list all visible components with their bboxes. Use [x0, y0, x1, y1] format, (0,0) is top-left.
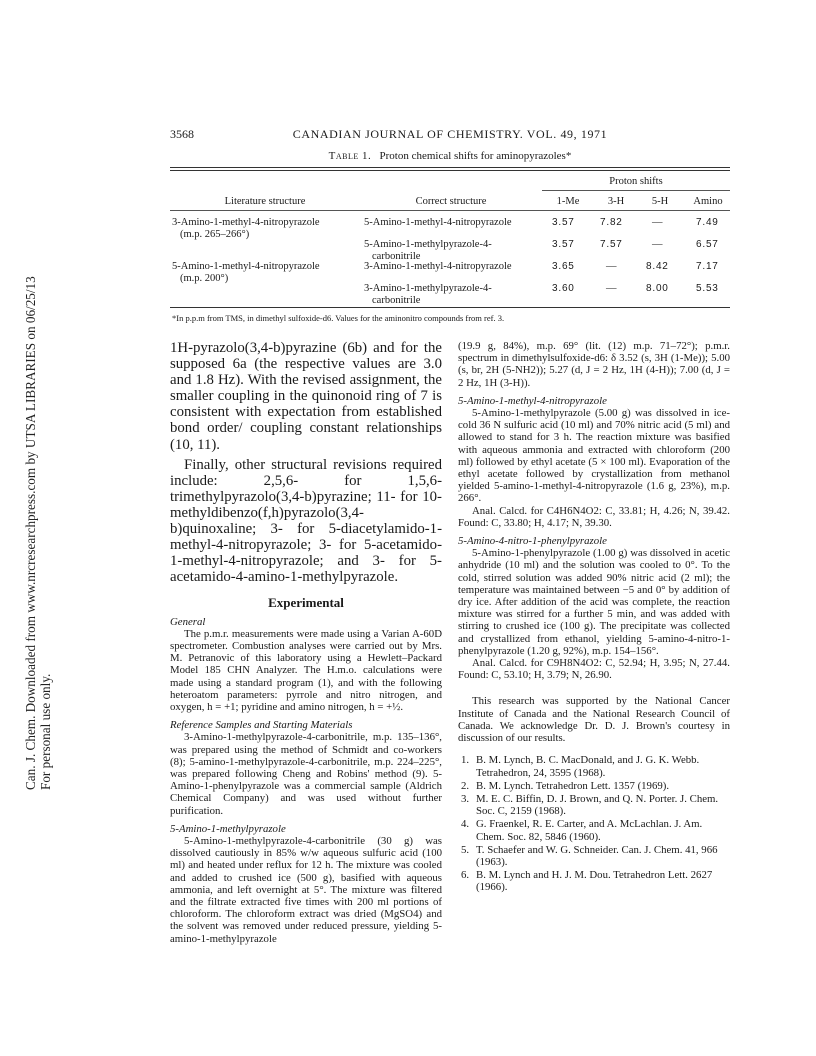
nitropyrazole-heading: 5-Amino-1-methyl-4-nitropyrazole [458, 394, 607, 407]
table-top-rule-2 [170, 170, 730, 171]
table-row-4-correct: 3-Amino-1-methylpyrazole-4- carbonitrile [364, 283, 492, 306]
table-row-4-amino: 5.53 [696, 283, 719, 294]
table-row-4-3h: — [606, 283, 617, 294]
table-row-1-1me: 3.57 [552, 217, 575, 228]
page-header [170, 127, 730, 143]
col-3h-header: 3-H [607, 196, 625, 207]
nitropyrazole-text: 5-Amino-1-methylpyrazole (5.00 g) was dissolved in ice-cold 36 N sulfuric acid (10 ml) and 70% nitric acid (5 ml) and allowed to stand for 3 h. The reaction mixture was basified with aqueous ammonia and extracted with chloroform (200 ml) followed by ethyl acetate (5 × 100 ml). Evaporation of the ethyl acetate followed by crystallization from methanol yielded 5-amino-1-methyl-4-nitropyrazole (1.6 g, 23%), m.p. 266°. [458, 407, 730, 505]
table-title: Proton chemical shifts for aminopyrazoles* [379, 150, 572, 162]
phenylpyrazole-heading: 5-Amino-4-nitro-1-phenylpyrazole [458, 535, 607, 548]
table-row-3-amino: 7.17 [696, 261, 719, 272]
paragraph-coupling: 1H-pyrazolo(3,4-b)pyrazine (6b) and for the supposed 6a (the respective values are 3.0 and 1.8 Hz). With the revised assignment, the smaller coupling in the quinonoid ring of 7 is consistent with expectation from established bond order/ coupling constant relationships (10, 11). [170, 340, 442, 453]
acknowledgement: This research was supported by the National Cancer Institute of Canada and the National Research Council of Canada. We acknowledge Dr. D. J. Brown's courtesy in discussion of our results. [458, 695, 730, 745]
paragraph-revisions: Finally, other structural revisions required include: 2,5,6- for 1,5,6-trimethylpyrazolo(3,4-b)pyrazine; 11- for 10-methyldibenzo(f,h)pyrazolo(3,4-b)quinoxaline; 3- for 5-diacetylamido-1-methyl-4-nitropyrazole; 3- for 5-acetamido-1-methyl-4-nitropyrazole; and 3- for 5-acetamido-4-amino-1-methylpyrazole. [170, 456, 442, 586]
reference-item: 5. T. Schaefer and W. G. Schneider. Can. J. Chem. 41, 966 (1963). [461, 843, 718, 868]
phenylpyrazole-text: 5-Amino-1-phenylpyrazole (1.00 g) was dissolved in acetic anhydride (10 ml) and the solution was cooled to 0°. To the cold, stirred solution was added 90% nitric acid (2 ml); the temperature was maintained between −5 and 0° by addition of dry ice. After addition of the acid was complete, the reaction mixture was stirred for a further 5 min, and was added with stirring to crushed ice (100 g). The precipitate was collected and crystallized from ethanol, yielding 5-amino-4-nitro-1-phenylpyrazole (1.20 g, 92%), m.p. 154–156°. [458, 547, 730, 657]
col-literature-header: Literature structure [224, 196, 306, 207]
proton-shifts-header: Proton shifts [609, 176, 663, 187]
table-row-1-3h: 7.82 [600, 217, 623, 228]
experimental-heading: Experimental [268, 595, 344, 611]
col-correct-header: Correct structure [415, 196, 487, 207]
reference-samples-text: 3-Amino-1-methylpyrazole-4-carbonitrile, m.p. 135–136°, was prepared using the method of Schmidt and co-workers (8); 5-amino-1-methylpyrazole-4-carbonitrile, m.p. 224–225°, was prepared following Cheng and Robins' method (9). 5-Amino-1-phenylpyrazole was a commercial sample (Aldrich Chemical Company) and was used without further purification. [170, 731, 442, 817]
table-row-2-1me: 3.57 [552, 239, 575, 250]
table-row-1-correct: 5-Amino-1-methyl-4-nitropyrazole [364, 217, 512, 228]
col-5h-header: 5-H [651, 196, 669, 207]
table-row-3-5h: 8.42 [646, 261, 669, 272]
table-row-1-literature: 3-Amino-1-methyl-4-nitropyrazole (m.p. 265–266°) [172, 217, 320, 240]
reference-item: 1. B. M. Lynch, B. C. MacDonald, and J. G. K. Webb. Tetrahedron, 24, 3595 (1968). [461, 754, 700, 779]
aminomethylpyrazole-text: 5-Amino-1-methylpyrazole-4-carbonitrile (30 g) was dissolved cautiously in 85% w/w aqueous sulfuric acid (100 ml) and heated under reflux for 12 h. The mixture was cooled and added to crushed ice (500 g), basified with aqueous ammonia, and left overnight at 5°. The mixture was filtered and the filtrate extracted five times with 200 ml portions of chloroform. The chloroform extract was dried (MgSO4) and the solvent was removed under reduced pressure, yielding 5-amino-1-methylpyrazole [170, 835, 442, 945]
table-caption [170, 150, 730, 162]
table-bottom-rule [170, 307, 730, 308]
table-row-3-3h: — [606, 261, 617, 272]
table-row-2-amino: 6.57 [696, 239, 719, 250]
reference-list [458, 754, 730, 893]
table-row-3-literature: 5-Amino-1-methyl-4-nitropyrazole (m.p. 200°) [172, 261, 320, 284]
table-row-2-5h: — [652, 239, 663, 250]
table-header-rule [170, 210, 730, 211]
phenylpyrazole-analysis: Anal. Calcd. for C9H8N4O2: C, 52.94; H, 3.95; N, 27.44. Found: C, 53.10; H, 3.79; N, 26.90. [458, 657, 730, 682]
table-top-rule [170, 167, 730, 168]
table-row-4-1me: 3.60 [552, 283, 575, 294]
table-footnote: *In p.p.m from TMS, in dimethyl sulfoxide-d6. Values for the aminonitro compounds from ref. 3. [172, 313, 505, 323]
col-1me-header: 1-Me [556, 196, 580, 207]
reference-item: 3. M. E. C. Biffin, D. J. Brown, and Q. N. Porter. J. Chem. Soc. C, 2159 (1968). [461, 792, 719, 818]
general-text: The p.m.r. measurements were made using a Varian A-60D spectrometer. Combustion analyses were carried out by Mrs. M. Petranovic of this laboratory using a Hewlett–Packard Model 185 CHN Analyzer. The H.m.o. calculations were made using a standard program (1), and with the following heteroatom parameters: pyrrole and nitro nitrogen, and oxygen, h = +1; pyridine and amino nitrogen, h = +½. [170, 627, 442, 714]
table-label: Table 1. [328, 150, 372, 162]
reference-item: 4. G. Fraenkel, R. E. Carter, and A. McLachlan. J. Am. Chem. Soc. 82, 5846 (1960). [461, 818, 703, 843]
running-head: CANADIAN JOURNAL OF CHEMISTRY. VOL. 49, 1971 [292, 127, 608, 141]
reference-item: 2. B. M. Lynch. Tetrahedron Lett. 1357 (1969). [461, 779, 670, 792]
continued-text: (19.9 g, 84%), m.p. 69° (lit. (12) m.p. 71–72°); p.m.r. spectrum in dimethylsulfoxide-d6: δ 3.52 (s, 3H (1-Me)); 5.00 (s, br, 2H (5-NH2)); 5.27 (d, J = 2 Hz, 1H (4-H)); 7.00 (d, J = 2 Hz, 1H (3-H)). [458, 340, 730, 389]
aminomethylpyrazole-heading: 5-Amino-1-methylpyrazole [170, 822, 286, 835]
reference-samples-heading: Reference Samples and Starting Materials [170, 719, 353, 732]
table-row-1-5h: — [652, 217, 663, 228]
general-heading: General [170, 615, 206, 628]
proton-shifts-rule [542, 190, 730, 191]
download-watermark [6, 150, 53, 790]
right-column [458, 340, 730, 895]
reference-item: 6. B. M. Lynch and H. J. M. Dou. Tetrahedron Lett. 2627 (1966). [461, 869, 713, 894]
table-row-2-3h: 7.57 [600, 239, 623, 250]
table-row-2-correct: 5-Amino-1-methylpyrazole-4- carbonitrile [364, 239, 492, 262]
table-row-1-amino: 7.49 [696, 217, 719, 228]
nitropyrazole-analysis: Anal. Calcd. for C4H6N4O2: C, 33.81; H, 4.26; N, 39.42. Found: C, 33.80; H, 4.17; N, 39.30. [458, 504, 730, 529]
table-row-3-correct: 3-Amino-1-methyl-4-nitropyrazole [364, 261, 512, 272]
table-row-3-1me: 3.65 [552, 261, 575, 272]
page-number: 3568 [170, 127, 194, 141]
watermark-text: Can. J. Chem. Downloaded from www.nrcresearchpress.com by UTSA LIBRARIES on 06/25/13 For personal use only. [23, 276, 53, 790]
col-amino-header: Amino [693, 196, 723, 207]
left-column [170, 340, 442, 945]
table-row-4-5h: 8.00 [646, 283, 669, 294]
